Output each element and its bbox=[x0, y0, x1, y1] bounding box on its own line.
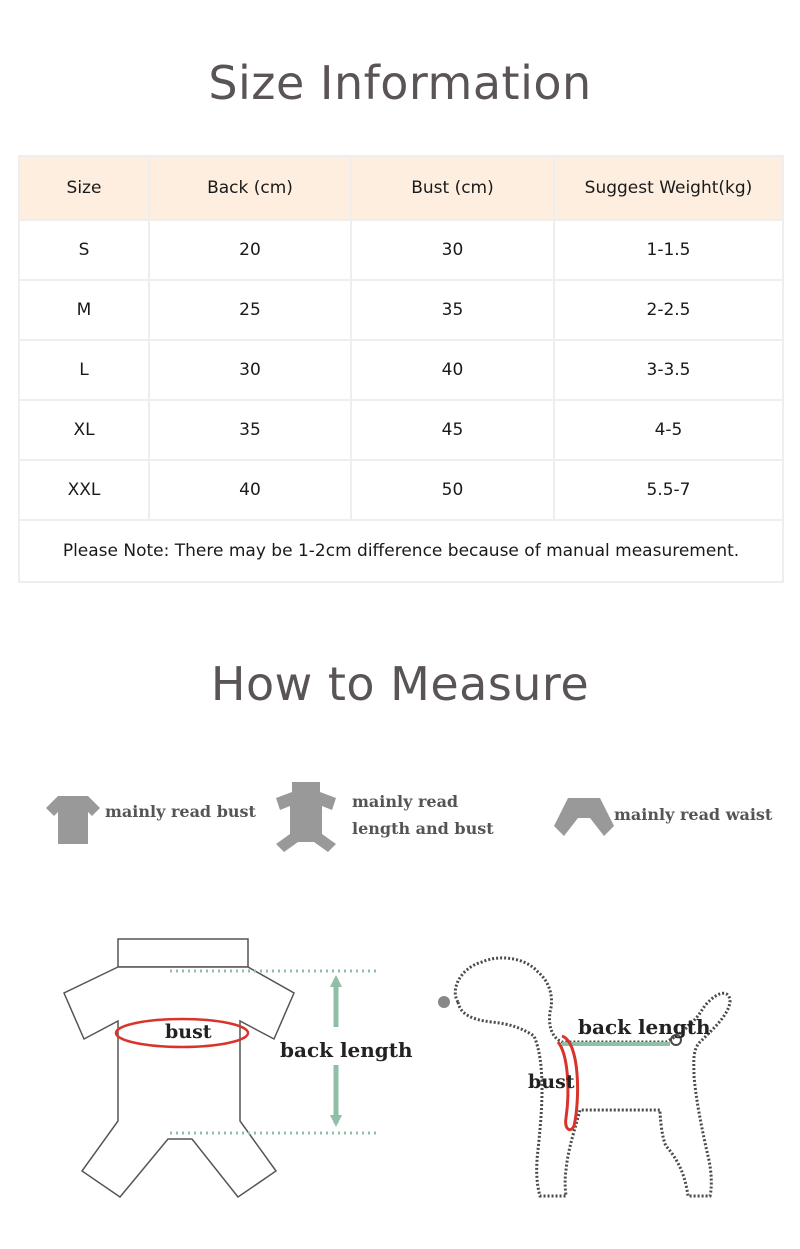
table-header-row bbox=[19, 156, 783, 220]
pants-icon bbox=[552, 796, 616, 844]
table-row bbox=[19, 340, 783, 400]
cell-back: 30 bbox=[149, 340, 351, 400]
dog-diagram bbox=[430, 950, 750, 1210]
dog-outline bbox=[455, 958, 730, 1196]
garment-back-length-label: back length bbox=[280, 1038, 413, 1062]
cell-size: S bbox=[19, 220, 149, 280]
table-row bbox=[19, 460, 783, 520]
cell-bust: 50 bbox=[351, 460, 554, 520]
header-bust: Bust (cm) bbox=[351, 156, 554, 220]
measure-legend bbox=[0, 780, 800, 860]
dog-back-length-label: back length bbox=[578, 1015, 711, 1039]
cell-bust: 45 bbox=[351, 400, 554, 460]
size-info-title: Size Information bbox=[208, 56, 592, 110]
garment-diagram bbox=[60, 935, 420, 1205]
cell-size: XL bbox=[19, 400, 149, 460]
cell-back: 40 bbox=[149, 460, 351, 520]
cell-weight: 3-3.5 bbox=[554, 340, 783, 400]
garment-bust-label: bust bbox=[165, 1021, 212, 1043]
cell-size: L bbox=[19, 340, 149, 400]
legend-bust-label: mainly read bust bbox=[105, 802, 256, 821]
table-row bbox=[19, 280, 783, 340]
cell-back: 35 bbox=[149, 400, 351, 460]
cell-bust: 35 bbox=[351, 280, 554, 340]
cell-size: M bbox=[19, 280, 149, 340]
how-to-measure-title: How to Measure bbox=[210, 657, 590, 711]
table-row bbox=[19, 220, 783, 280]
legend-waist-label: mainly read waist bbox=[614, 805, 773, 824]
cell-weight: 1-1.5 bbox=[554, 220, 783, 280]
legend-length-label-2: length and bust bbox=[352, 819, 494, 838]
tshirt-icon bbox=[44, 792, 102, 848]
measurement-note: Please Note: There may be 1-2cm difference because of manual measurement. bbox=[19, 520, 783, 582]
jumpsuit-icon bbox=[270, 780, 342, 854]
legend-length-label-1: mainly read bbox=[352, 792, 459, 811]
header-weight: Suggest Weight(kg) bbox=[554, 156, 783, 220]
cell-weight: 2-2.5 bbox=[554, 280, 783, 340]
cell-weight: 5.5-7 bbox=[554, 460, 783, 520]
cell-bust: 40 bbox=[351, 340, 554, 400]
header-back: Back (cm) bbox=[149, 156, 351, 220]
header-size: Size bbox=[19, 156, 149, 220]
cell-bust: 30 bbox=[351, 220, 554, 280]
size-table bbox=[18, 155, 784, 583]
cell-weight: 4-5 bbox=[554, 400, 783, 460]
dog-nose bbox=[438, 996, 450, 1008]
cell-back: 20 bbox=[149, 220, 351, 280]
table-row bbox=[19, 400, 783, 460]
cell-back: 25 bbox=[149, 280, 351, 340]
dog-bust-label: bust bbox=[528, 1071, 575, 1093]
cell-size: XXL bbox=[19, 460, 149, 520]
note-row bbox=[19, 520, 783, 582]
